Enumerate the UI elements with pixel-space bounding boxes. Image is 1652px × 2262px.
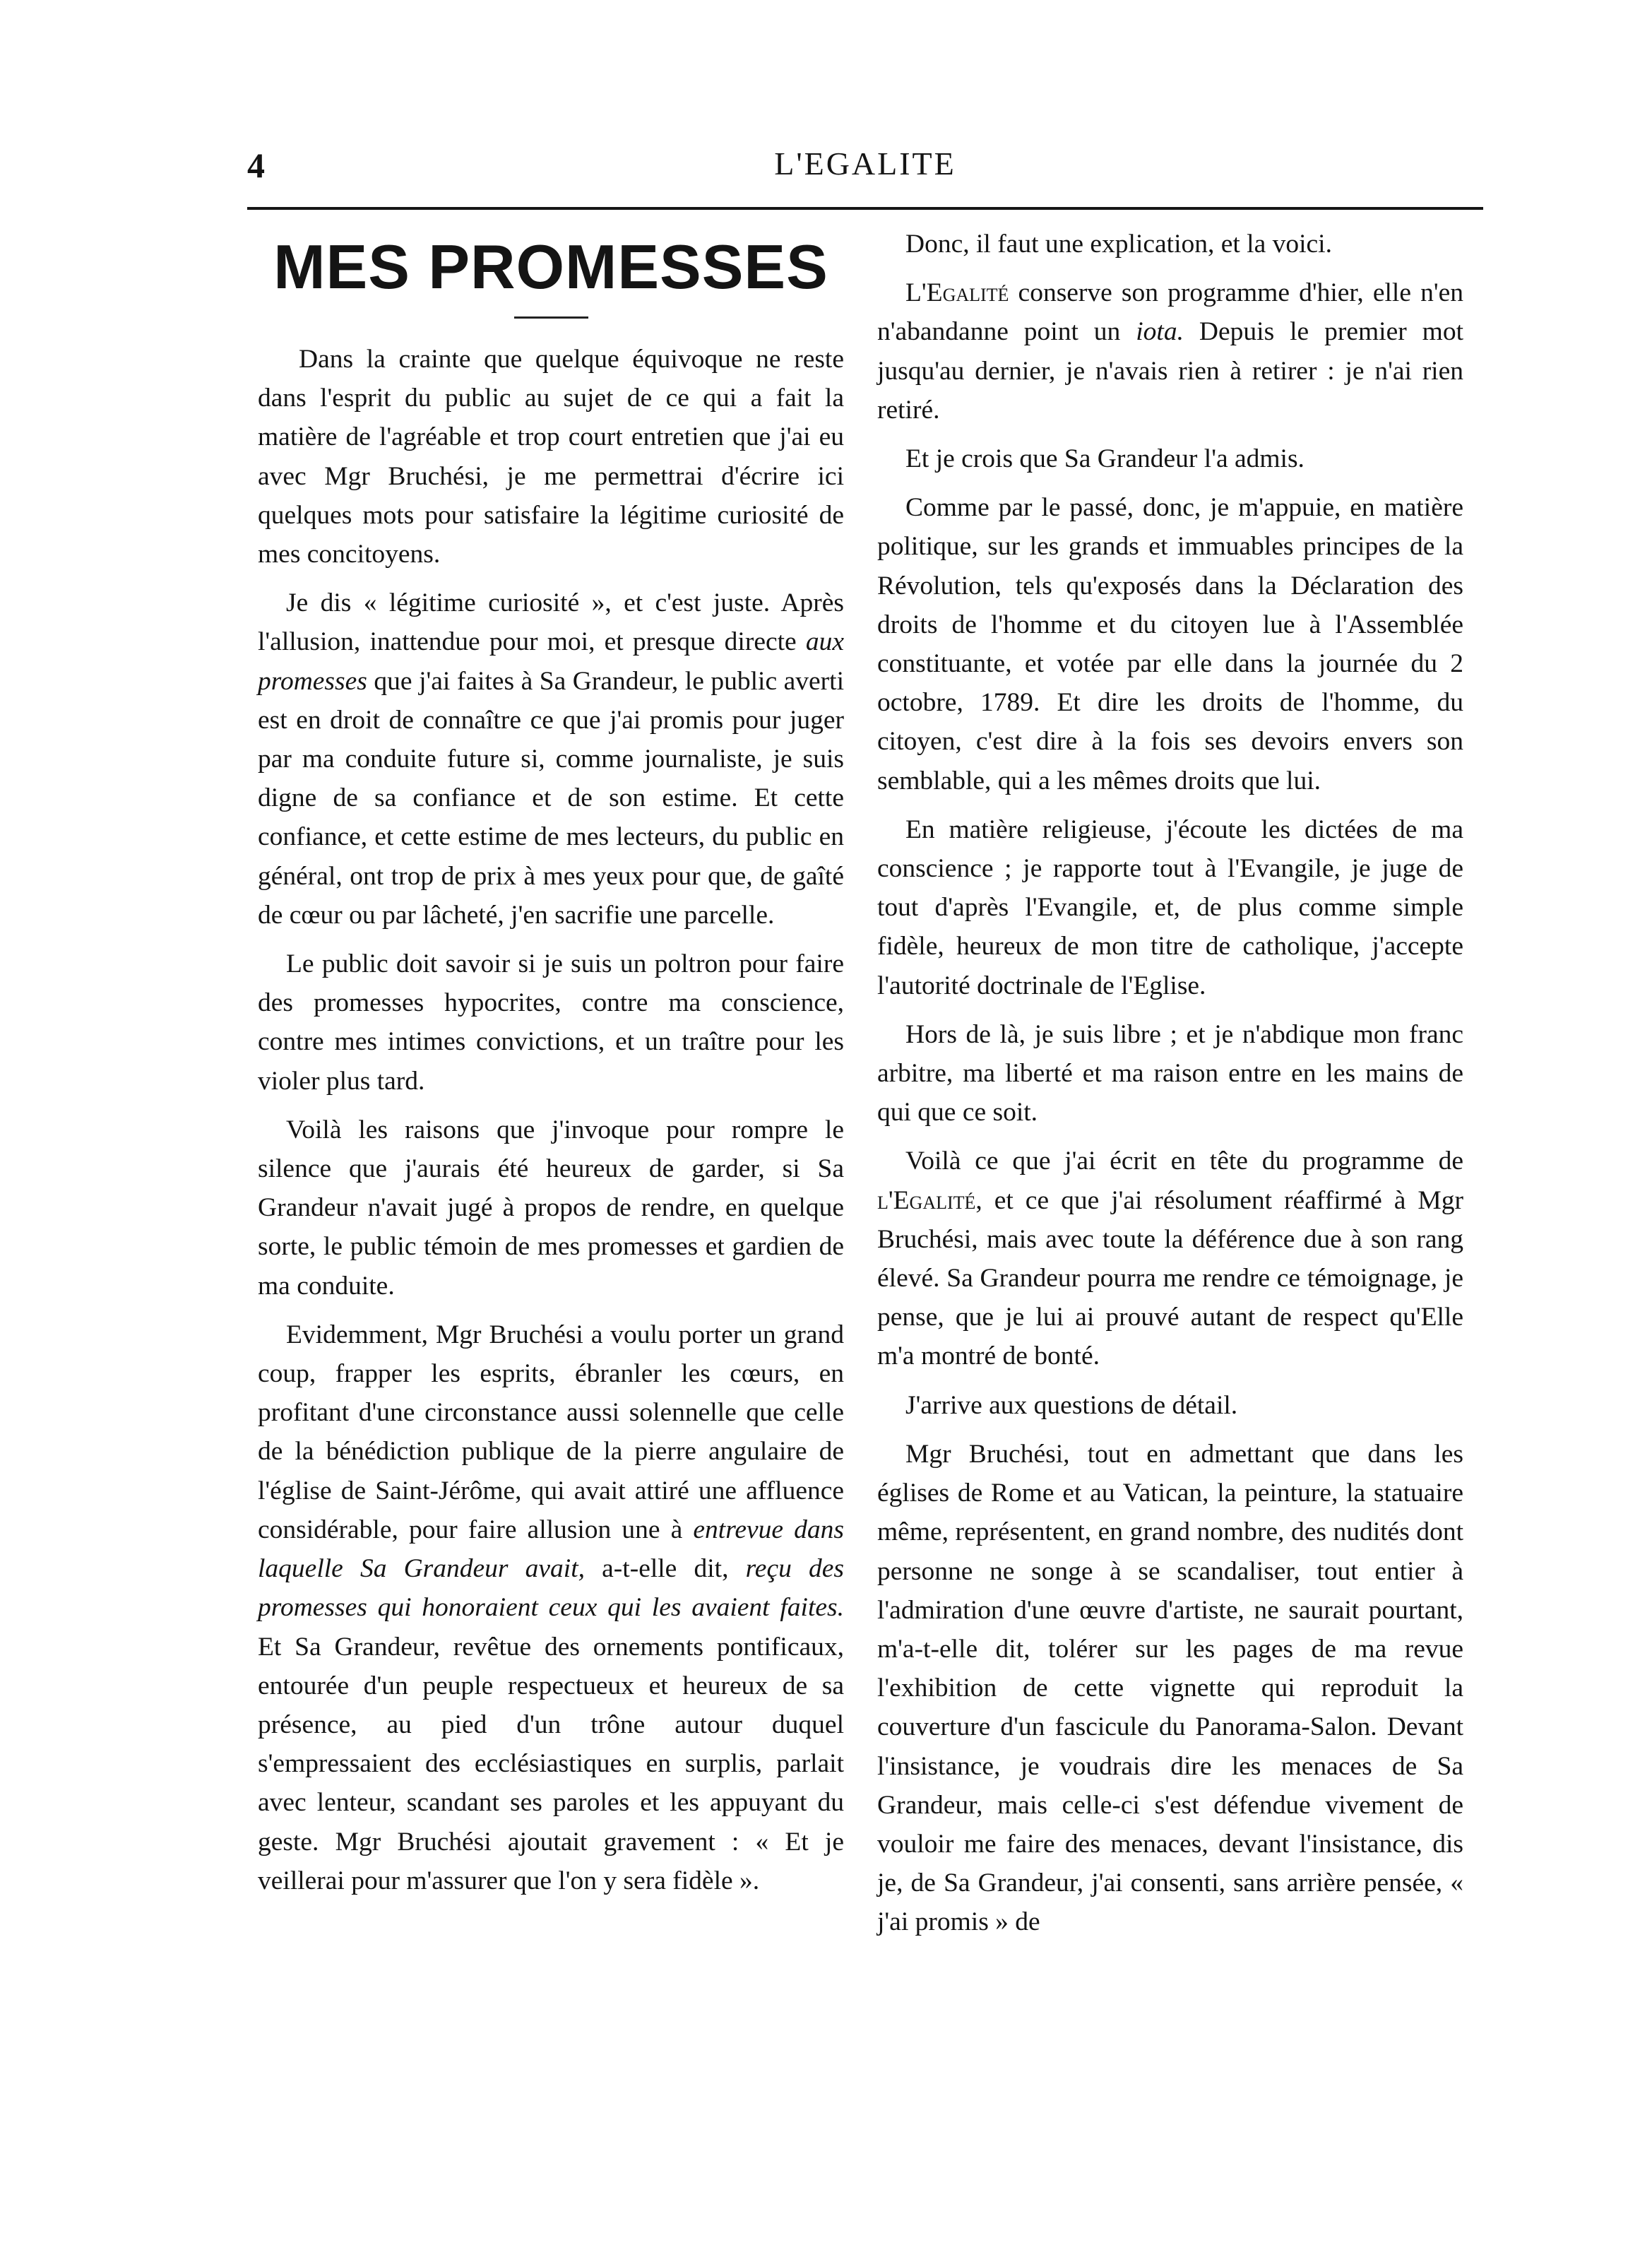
paragraph-text: Evidemment, Mgr Bruchési a voulu porter un grand coup, frapper les esprits, ébranler les cœurs, en profitant d'une circonstance aussi solennelle que celle de la bénédiction publique de la pierre angulaire de l'église de Saint-Jérôme, qui avait attiré une affluence considérable, pour faire allusion une à — [258, 1320, 844, 1544]
emphasis-text: aux promesses — [258, 627, 844, 696]
paragraph: Voilà les raisons que j'invoque pour rompre le silence que j'aurais été heureux de garder, si Sa Grandeur n'avait jugé à propos de rendre, en quelque sorte, le public témoin de mes promesses et gardien de ma conduite. — [258, 1115, 844, 1301]
article-title: MES PROMESSES — [273, 232, 828, 302]
paragraph-text: conserve son programme d'hier, elle n'en n'abandanne point un — [877, 278, 1463, 347]
newspaper-name: l'Egalité — [877, 1185, 976, 1215]
left-column — [258, 225, 844, 1910]
newspaper-name: L'Egalité — [905, 278, 1009, 308]
paragraph-text: que j'ai faites à Sa Grandeur, le public averti est en droit de connaître ce que j'ai promis pour juger par ma conduite future si, comme journaliste, je suis digne de sa confiance et de son estime. Et cette confiance, et cette estime de mes lecteurs, du public en général, ont trop de prix à mes yeux pour que, de gaîté de cœur ou par lâcheté, j'en sacrifie une parcelle. — [258, 666, 844, 930]
paragraph — [877, 1142, 1463, 1375]
paragraph: Comme par le passé, donc, je m'appuie, en matière politique, sur les grands et immuables principes de la Révolution, tels qu'exposés dans la Déclaration des droits de l'homme et du citoyen lue à l'Assemblée constituante, et votée par elle dans la journée du 2 octobre, 1789. Et dire les droits de l'homme, du citoyen, c'est dire à la fois ses devoirs envers son semblable, qui a les mêmes droits que lui. — [877, 493, 1463, 795]
paragraph — [258, 584, 844, 935]
title-divider — [514, 316, 588, 319]
paragraph: Hors de là, je suis libre ; et je n'abdique mon franc arbitre, ma liberté et ma raison entre en les mains de qui que ce soit. — [877, 1019, 1463, 1127]
emphasis-text: entrevue dans laquelle Sa Grandeur avait, — [258, 1515, 845, 1584]
paragraph-text: Et Sa Grandeur, revêtue des ornements pontificaux, entourée d'un peuple respectueux et heureux de sa présence, au pied d'un trône autour duquel s'empressaient des ecclésiastiques en surplis, parlait avec lenteur, scandant ses paroles et les appuyant du geste. Mgr Bruchési ajoutait gravement : « Et je veillerai pour m'assurer que l'on y sera fidèle ». — [258, 1632, 844, 1895]
paragraph: Dans la crainte que quelque équivoque ne reste dans l'esprit du public au sujet de ce qui a fait la matière de l'agréable et trop court entretien que j'ai eu avec Mgr Bruchési, je me permettrai d'écrire ici quelques mots pour satisfaire la légitime curiosité de mes concitoyens. — [258, 345, 844, 569]
emphasis-text: iota. — [1136, 317, 1184, 347]
paragraph: Et je crois que Sa Grandeur l'a admis. — [905, 444, 1305, 474]
paragraph — [258, 1315, 844, 1900]
right-column — [877, 225, 1463, 1952]
paragraph: J'arrive aux questions de détail. — [905, 1390, 1238, 1420]
paragraph: En matière religieuse, j'écoute les dictées de ma conscience ; je rapporte tout à l'Evangile, je juge de tout d'après l'Evangile, et, de plus comme simple fidèle, heureux de mon titre de catholique, j'accepte l'autorité doctrinale de l'Eglise. — [877, 815, 1463, 1000]
paragraph — [877, 273, 1463, 430]
paragraph-text: Voilà ce que j'ai écrit en tête du programme de — [905, 1147, 1463, 1176]
header-rule — [247, 207, 1483, 210]
page-header — [247, 145, 1483, 201]
paragraph-text: , et ce que j'ai résolument réaffirmé à Mgr Bruchési, mais avec toute la déférence due à son rang élevé. Sa Grandeur pourra me rendre ce témoignage, je pense, que je lui ai prouvé autant de respect qu'Elle m'a montré de bonté. — [877, 1185, 1463, 1371]
paragraph-text: a-t-elle dit, — [585, 1554, 746, 1584]
paragraph: Le public doit savoir si je suis un poltron pour faire des promesses hypocrites, contre ma conscience, contre mes intimes convictions, et un traître pour les violer plus tard. — [258, 949, 844, 1096]
paragraph: Mgr Bruchési, tout en admettant que dans les églises de Rome et au Vatican, la peinture, la statuaire même, représentent, en grand nombre, des nudités dont personne ne songe à se scandaliser, tout entier à l'admiration d'une œuvre d'artiste, ne saurait pourtant, m'a-t-elle dit, tolérer sur les pages de ma revue l'exhibition de cette vignette qui reproduit la couverture d'un fascicule du Panorama-Salon. Devant l'insistance, je voudrais dire les menaces de Sa Grandeur, mais celle-ci s'est défendue vivement de vouloir me faire des menaces, devant l'insistance, dis je, de Sa Grandeur, j'ai consenti, sans arrière pensée, « j'ai promis » de — [877, 1439, 1463, 1937]
emphasis-text: reçu des promesses qui honoraient ceux qui les avaient faites. — [258, 1554, 844, 1623]
paragraph-text: Je dis « légitime curiosité », et c'est juste. Après l'allusion, inattendue pour moi, et presque directe — [258, 588, 844, 657]
paragraph-text: Depuis le premier mot jusqu'au dernier, je n'avais rien à retirer : je n'ai rien retiré. — [877, 317, 1464, 425]
page-number: 4 — [247, 146, 265, 185]
paragraph: Donc, il faut une explication, et la voici. — [905, 230, 1332, 259]
journal-title: L'EGALITE — [774, 146, 956, 182]
